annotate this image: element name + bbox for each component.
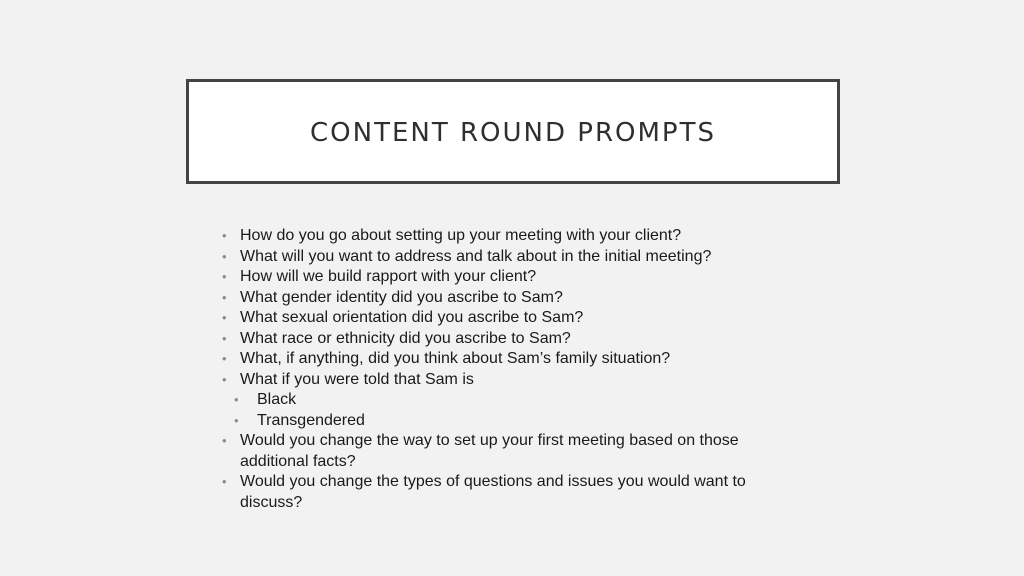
bullet-text: What sexual orientation did you ascribe to Sam?	[240, 309, 584, 326]
bullet-icon: •	[222, 228, 227, 243]
sub-bullet-item	[222, 390, 802, 411]
bullet-icon: •	[222, 310, 227, 325]
bullet-icon: •	[222, 371, 227, 387]
bullet-text: What will you want to address and talk about in the initial meeting?	[240, 247, 712, 265]
bullet-text: What race or ethnicity did you ascribe to Sam?	[240, 329, 571, 347]
bullet-text: What, if anything, did you think about Sam’s family situation?	[240, 350, 671, 367]
bullet-item	[222, 267, 802, 288]
bullet-icon: •	[222, 289, 227, 305]
bullet-text: Transgendered	[257, 411, 365, 429]
bullet-text: How do you go about setting up your meeting with your client?	[240, 227, 682, 244]
bullet-item	[222, 349, 802, 370]
bullet-item	[222, 308, 802, 329]
bullet-text: Would you change the types of questions and issues you would want to discuss?	[240, 473, 746, 511]
bullet-item	[222, 247, 802, 268]
bullet-item	[222, 431, 802, 472]
bullet-icon: •	[222, 248, 227, 264]
bullet-text: What gender identity did you ascribe to Sam?	[240, 288, 563, 306]
bullet-item	[222, 226, 802, 247]
bullet-icon: •	[222, 351, 227, 366]
bullet-icon: •	[234, 412, 239, 428]
bullet-icon: •	[222, 433, 227, 448]
bullet-text: Black	[257, 391, 297, 408]
bullet-item	[222, 370, 802, 391]
bullet-icon: •	[222, 330, 227, 346]
slide-title: CONTENT ROUND PROMPTS	[310, 117, 716, 148]
sub-bullet-item	[222, 411, 802, 432]
bullet-item	[222, 288, 802, 309]
bullet-icon: •	[234, 392, 239, 407]
bullet-text: Would you change the way to set up your first meeting based on those additional facts?	[240, 432, 739, 470]
title-box	[186, 79, 840, 184]
bullet-icon: •	[222, 269, 227, 284]
bullet-item	[222, 329, 802, 350]
bullet-list	[222, 226, 802, 513]
bullet-icon: •	[222, 474, 227, 489]
bullet-item	[222, 472, 802, 513]
bullet-text: How will we build rapport with your client?	[240, 268, 537, 285]
bullet-text: What if you were told that Sam is	[240, 370, 474, 388]
